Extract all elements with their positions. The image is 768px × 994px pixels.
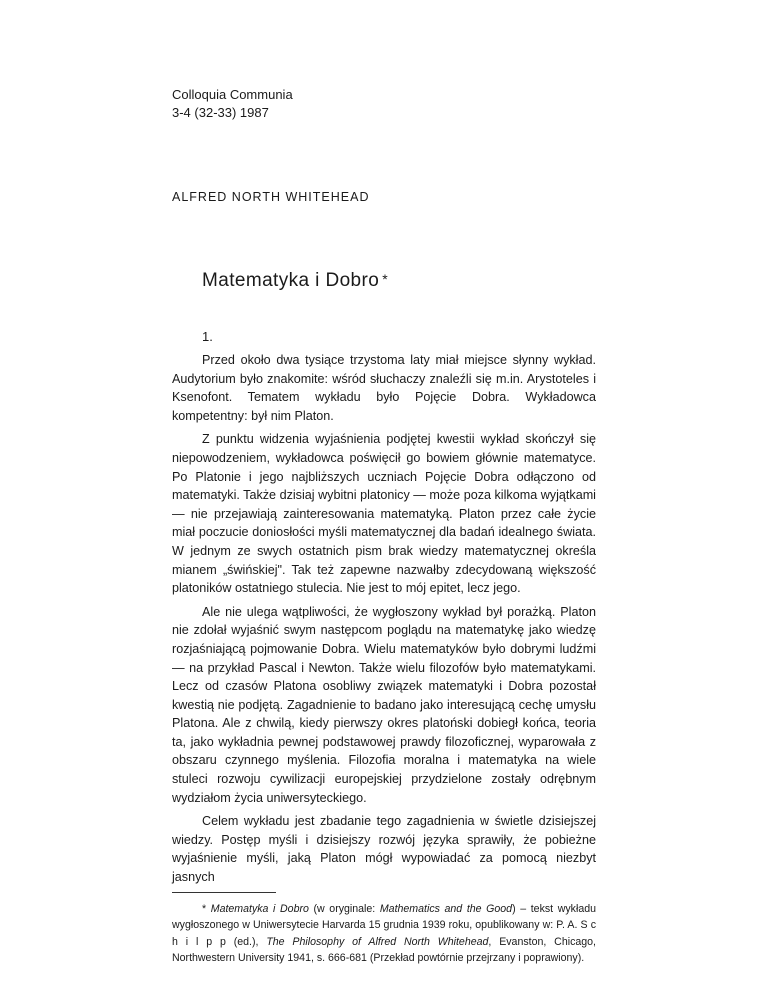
article-title — [202, 267, 596, 293]
paragraph-4: Celem wykładu jest zbadanie tego zagadnienia w świetle dzisiejszej wiedzy. Postęp myśli i dzisiejszy rozwój języka sprawiły, że pobieżne wyjaśnienie myśli, jaką Platon mógł wypowiadać za pomocą niezbyt jasnych — [172, 814, 596, 885]
footnote-marker: * — [382, 271, 389, 287]
footnote-title-en: Mathematics and the Good — [379, 902, 513, 915]
author-name: ALFRED NORTH WHITEHEAD — [172, 190, 370, 204]
journal-issue: 3-4 (32-33) 1987 — [172, 105, 269, 120]
footnote-divider — [172, 892, 276, 893]
body-text — [172, 351, 596, 887]
section-number: 1. — [202, 329, 213, 344]
footnote-title-pl: Matematyka i Dobro — [210, 902, 309, 915]
footnote-original-prefix: (w oryginale: — [308, 902, 380, 915]
footnote — [172, 901, 596, 967]
paragraph-1: Przed około dwa tysiące trzystoma laty miał miejsce słynny wykład. Audytorium było znakomite: wśród słuchaczy znaleźli się m.in. Arystoteles i Ksenofont. Tematem wykładu było Pojęcie Dobra. Wykładowca kompetentny: był nim Platon. — [172, 353, 596, 423]
footnote-text-b: , Evanston, Chicago, Northwestern University 1941, s. 666-681 (Przekład powtórnie przejrzany i poprawiony). — [172, 935, 596, 965]
footnote-mark: * — [202, 902, 207, 915]
page — [172, 86, 596, 967]
footnote-book-title: The Philosophy of Alfred North Whitehead — [266, 935, 489, 948]
article-title-text: Matematyka i Dobro — [202, 270, 380, 291]
paragraph-2: Z punktu widzenia wyjaśnienia podjętej kwestii wykład skończył się niepowodzeniem, wykładowca poświęcił go bowiem głównie matematyce. Po Platonie i jego najbliższych uczniach Pojęcie Dobra odłączono od matematyki. Także dzisiaj wybitni platonicy — może poza kilkoma wyjątkami — nie przejawiają zainteresowania matematyką. Platon przez całe życie miał poczucie doniosłości myśli matematycznej dla badań idealnego świata. W jednym ze swych ostatnich pism brak wiedzy matematycznej określa mianem „świńskiej". Tak też zapewne nazwałby zdecydowaną większość platoników ostatniego stulecia. Nie jest to mój epitet, lecz jego. — [172, 432, 596, 596]
footnote-text-a: ) – tekst wykładu wygłoszonego w Uniwersytecie Harvarda 15 grudnia 1939 roku, opublikowany w: P. A. S c h i l p p (ed.), — [172, 902, 596, 948]
journal-name: Colloquia Communia — [172, 87, 293, 102]
paragraph-3: Ale nie ulega wątpliwości, że wygłoszony wykład był porażką. Platon nie zdołał wyjaśnić swym następcom poglądu na matematykę jako wiedzę rozjaśniającą pojmowanie Dobra. Wielu matematyków było dobrymi ludźmi — na przykład Pascal i Newton. Także wielu filozofów było matematykami. Lecz od czasów Platona osobliwy związek matematyki i Dobra pozostał kwestią nie podjętą. Zagadnienie to badano jako interesującą cechę umysłu Platona. Ale z chwilą, kiedy pierwszy okres platoński dobiegł końca, teoria ta, jako wykładnia pewnej podstawowej prawdy filozoficznej, wyparowała z obszaru czynnego myślenia. Filozofia moralna i matematyka na wiele stuleci rozwoju cywilizacji europejskiej przydzielone zostały odrębnym wydziałom życia uniwersyteckiego. — [172, 604, 596, 805]
